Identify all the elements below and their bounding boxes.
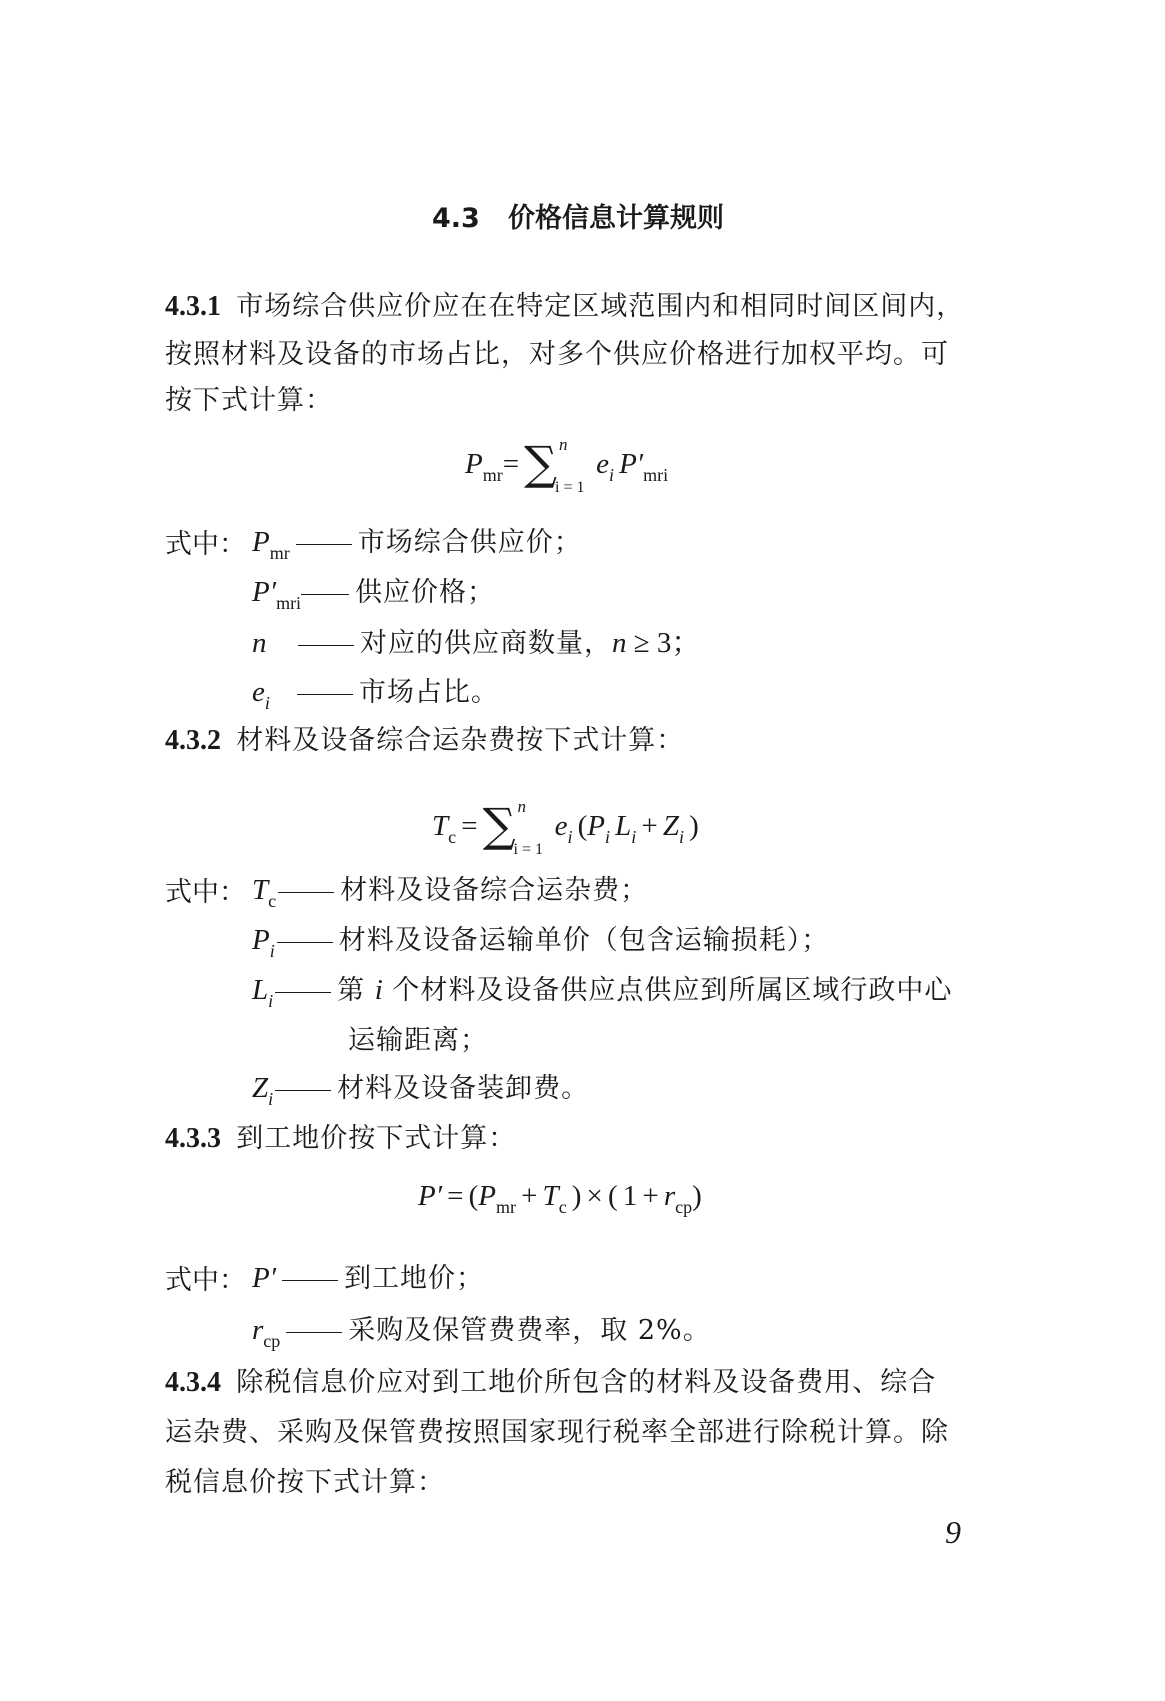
var-description: 第 (337, 975, 375, 1006)
dash-line (275, 1090, 331, 1091)
summation-lower: i = 1 (555, 478, 585, 496)
dash-line (297, 694, 353, 695)
formula-symbol: T (432, 810, 449, 842)
formula-subscript: i (631, 827, 637, 847)
formula-operator: = (447, 1180, 464, 1212)
page-number: 9 (945, 1514, 961, 1550)
formula-subscript: mr (496, 1197, 516, 1217)
where-item (252, 1308, 711, 1351)
formula-symbol: r (663, 1180, 676, 1212)
summation-upper: n (517, 796, 527, 816)
formula-operator: + (521, 1180, 538, 1212)
var-description: 市场综合供应价； (357, 527, 582, 558)
where-label: 式中： (165, 1265, 246, 1296)
summation-limits (513, 796, 550, 858)
var-symbol: n (252, 627, 267, 659)
var-subscript: i (269, 941, 275, 961)
clause-number: 4.3.4 (165, 1367, 221, 1398)
clause-4-3-4-line2: 运杂费、采购及保管费按照国家现行税率全部进行除税计算。除 (165, 1417, 949, 1448)
where-item (252, 1256, 484, 1295)
formula-market-price (465, 430, 669, 496)
var-description: 到工地价； (344, 1263, 485, 1294)
var-description: 材料及设备运输单价（包含运输损耗）； (338, 925, 830, 956)
formula-operator: + (641, 810, 658, 842)
var-subscript: c (268, 891, 277, 911)
summation-lower: i = 1 (513, 840, 543, 858)
var-subscript: i (264, 693, 270, 713)
var-symbol: P′ (252, 1262, 277, 1294)
where-item (252, 968, 953, 1011)
var-symbol: P (252, 924, 270, 956)
where-label: 式中： (165, 877, 246, 908)
formula-subscript: c (448, 827, 457, 847)
var-symbol: L (252, 974, 269, 1006)
where-item (252, 670, 499, 713)
formula-paren: ) (571, 1180, 582, 1212)
dash-line (301, 594, 349, 595)
var-symbol: n (612, 627, 627, 659)
dash-line (275, 992, 331, 993)
formula-symbol: T (542, 1180, 559, 1212)
dash-line (296, 544, 352, 545)
where-item (252, 570, 496, 613)
clause-number: 4.3.1 (165, 291, 221, 322)
formula-subscript: i (678, 827, 684, 847)
dash-line (278, 892, 334, 893)
var-description: 对应的供应商数量， (360, 628, 612, 659)
clause-text: 除税信息价应对到工地价所包含的材料及设备费用、综合 (236, 1367, 937, 1398)
var-subscript: i (268, 1089, 274, 1109)
var-subscript: cp (263, 1331, 281, 1351)
formula-symbol: Z (662, 810, 679, 842)
formula-symbol: e (596, 448, 609, 480)
summation-icon: ∑ (482, 798, 516, 852)
formula-subscript: i (567, 827, 573, 847)
clause-4-3-1-line3: 按下式计算： (165, 385, 333, 416)
var-symbol: Z (252, 1072, 269, 1104)
formula-operator: + (642, 1180, 659, 1212)
clause-text: 材料及设备综合运杂费按下式计算： (236, 725, 685, 756)
formula-operator: = (461, 810, 478, 842)
formula-paren: ( (608, 1180, 618, 1212)
clause-number: 4.3.3 (165, 1123, 221, 1154)
var-symbol: r (252, 1314, 264, 1346)
section-title: 价格信息计算规则 (508, 203, 725, 234)
var-symbol: P (252, 526, 270, 558)
var-description: 材料及设备装卸费。 (337, 1073, 590, 1104)
formula-operator: × (586, 1180, 603, 1212)
formula-subscript: i (605, 827, 611, 847)
where-item (252, 868, 649, 911)
section-heading (432, 196, 724, 235)
formula-paren: ( (468, 1180, 479, 1212)
where-item (252, 520, 582, 563)
formula-symbol: P′ (619, 448, 644, 480)
where-item (252, 1066, 590, 1109)
formula-symbol: P (478, 1180, 496, 1212)
var-subscript: mri (276, 593, 302, 613)
formula-symbol: e (554, 810, 568, 842)
dash-line (282, 1280, 338, 1281)
var-symbol: P′ (252, 576, 277, 608)
var-subscript: i (268, 991, 274, 1011)
formula-freight-cost (432, 792, 699, 858)
where-item (252, 918, 830, 961)
var-symbol: e (252, 676, 265, 708)
var-condition: ≥ 3； (626, 627, 701, 659)
formula-paren: ( (577, 810, 588, 842)
formula-paren: ) (692, 1180, 702, 1212)
where-item-continuation: 运输距离； (348, 1025, 488, 1056)
var-subscript: mr (269, 543, 290, 563)
dash-line (277, 942, 333, 943)
section-number: 4.3 (432, 203, 480, 234)
summation-limits (555, 434, 591, 496)
formula-paren: ) (689, 810, 699, 842)
dash-line (286, 1332, 342, 1333)
formula-site-price (418, 1180, 702, 1217)
formula-symbol: P′ (418, 1180, 443, 1212)
clause-4-3-2 (165, 718, 684, 757)
clause-4-3-1-line1 (165, 284, 964, 323)
var-description: 供应价格； (355, 577, 496, 608)
clause-number: 4.3.2 (165, 725, 221, 756)
formula-subscript: mr (482, 465, 503, 485)
where-label: 式中： (165, 529, 246, 560)
formula-subscript: c (558, 1197, 567, 1217)
clause-text: 市场综合供应价应在在特定区域范围内和相同时间区间内， (236, 291, 965, 322)
var-description: 材料及设备综合运杂费； (340, 875, 649, 906)
summation-icon: ∑ (524, 436, 558, 490)
summation-upper: n (559, 434, 568, 454)
formula-number: 1 (622, 1180, 638, 1212)
formula-subscript: cp (675, 1197, 693, 1217)
dash-line (298, 645, 354, 646)
var-description: 个材料及设备供应点供应到所属区域行政中心 (382, 975, 953, 1006)
formula-symbol: P (465, 448, 483, 480)
formula-subscript: mri (643, 465, 669, 485)
clause-4-3-3 (165, 1116, 516, 1155)
clause-4-3-4-line1 (165, 1360, 936, 1399)
formula-operator: = (502, 448, 520, 480)
clause-text: 到工地价按下式计算： (236, 1123, 517, 1154)
var-description: 采购及保管费费率，取 2%。 (348, 1315, 711, 1346)
formula-symbol: L (615, 810, 632, 842)
formula-subscript: i (608, 465, 614, 485)
where-item (252, 620, 700, 661)
var-symbol: T (252, 874, 269, 906)
formula-symbol: P (587, 810, 605, 842)
clause-4-3-4-line3: 税信息价按下式计算： (165, 1467, 445, 1498)
var-symbol: i (374, 974, 383, 1006)
var-description: 市场占比。 (358, 677, 499, 708)
clause-4-3-1-line2: 按照材料及设备的市场占比，对多个供应价格进行加权平均。可 (165, 339, 949, 370)
